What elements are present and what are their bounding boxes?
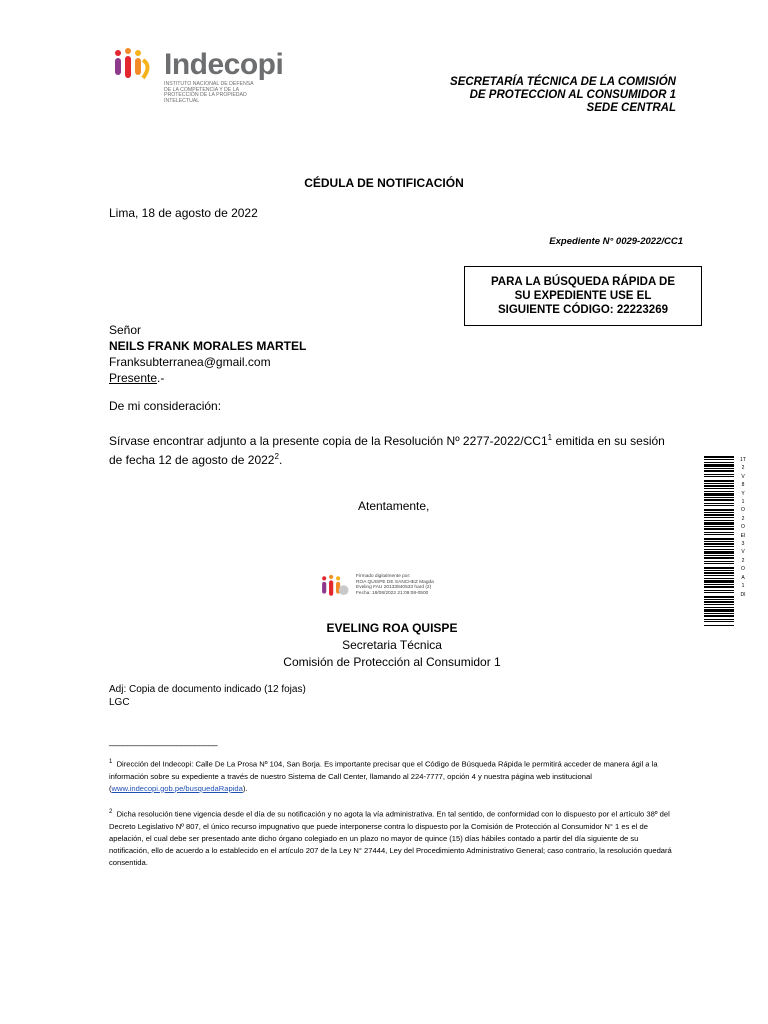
document-title: CÉDULA DE NOTIFICACIÓN [304,176,464,190]
signature-logo-icon [320,572,352,600]
barcode-bar [704,514,734,516]
office-header-line2: DE PROTECCION AL CONSUMIDOR 1 [469,89,676,101]
barcode-bar [704,476,734,477]
footnote-1-end: ). [242,783,248,793]
author-initials: LGC [109,697,130,708]
barcode-bar [704,584,734,585]
barcode-bar [704,541,734,542]
barcode-bar [704,586,734,588]
barcode-bar [704,601,734,603]
barcode-bar [704,555,734,556]
code-box-line1: PARA LA BÚSQUEDA RÁPIDA DE [490,276,675,288]
footnote-1-text: Dirección del Indecopi: Calle De La Prosa Nº 104, San Borja. Es importante precisar que el Código de Búsqueda Rápida le permitirá acceder de manera ágil a la información sobre su expediente a través de nuestro Sistema de Call Center, llamando al 224-7777, opción 4 y nuestra página web institucional ( [109,759,658,793]
barcode-bar [704,485,734,487]
recipient-email: Franksubterranea@gmail.com [109,355,271,369]
barcode-bar [704,526,734,527]
body-end: . [278,453,283,467]
recipient-present: Presente [109,371,158,385]
barcode-bar [704,488,734,489]
barcode-bar [704,483,734,484]
barcode-bar [704,563,734,564]
barcode-bar [704,592,734,593]
signature-line2: ROA QUISPE DE SANCHEZ Magda [356,579,434,585]
indecopi-logo [112,48,312,110]
barcode-bar [704,520,734,521]
barcode-bar [704,468,734,469]
barcode-bar [704,609,734,612]
barcode-bar [704,572,734,574]
barcode-bar [704,459,734,460]
barcode-bar [704,580,734,583]
body-part1: Sírvase encontrar adjunto a la presente copia de la Resolución Nº 2277-2022/CC1 [109,434,548,448]
greeting: De mi consideración: [109,399,222,413]
logo-wordmark: Indecopi [164,48,284,81]
barcode-bar [704,474,734,475]
barcode-bar [704,621,734,622]
barcode-bar [704,517,734,518]
barcode-bar [704,590,734,591]
barcode-bar [704,534,734,535]
barcode-bar [704,607,734,608]
barcode-bar [704,493,734,496]
barcode-bar [704,619,734,620]
barcode-bar [704,499,734,501]
footnote-2-text: Dicha resolución tiene vigencia desde el día de su notificación y no agota la vía administrativa. En tal sentido, de conformidad con lo dispuesto por el artículo 38º del Decreto Legislativo Nº 807, el único recurso impugnativo que puede interponerse contra lo dispuesto por la Comisión de Protección al Consumidor N° 1 es el de apelación, el cual debe ser presentado ante dicho órgano colegiado en un plazo no mayor de quince (15) días hábiles contado a partir del día siguiente de su notificación, ello de acuerdo a lo establecido en el artículo 207 de la Ley N° 27444, Ley del Procedimiento Administrativo General; caso contrario, la resolución quedará consentida. [109,809,672,867]
quick-search-link[interactable]: www.indecopi.gob.pe/busquedaRapida [111,783,243,793]
barcode-bar [704,578,734,579]
document-date: Lima, 18 de agosto de 2022 [109,206,258,220]
barcode-bar [704,551,734,554]
barcode-bar [704,543,734,545]
code-box-line3: SIGUIENTE CÓDIGO: 22223269 [497,304,668,316]
barcode [704,456,746,626]
recipient-salutation: Señor [109,323,142,337]
barcode-bar [704,538,734,540]
signer-role: Secretaria Técnica [342,638,442,652]
indecopi-logo-icon [112,48,158,80]
office-header-line1: SECRETARÍA TÉCNICA DE LA COMISIÓN [450,76,676,88]
digital-signature [320,572,460,602]
barcode-bar [704,480,734,482]
signer-name: EVELING ROA QUISPE [326,621,458,635]
attachment-note: Adj: Copia de documento indicado (12 fojas) [109,684,306,695]
code-box-line2: SU EXPEDIENTE USE EL [514,290,652,302]
recipient-present-suffix: .- [157,371,165,385]
office-header-line3: SEDE CENTRAL [586,102,676,114]
barcode-bar [704,561,734,562]
barcode-bar [704,456,734,458]
signature-text [356,574,466,596]
barcode-bar [704,575,734,576]
barcode-bar [704,462,734,463]
signer-commission: Comisión de Protección al Consumidor 1 [283,655,501,669]
barcode-bar [704,464,734,467]
barcode-bar [704,522,734,525]
barcode-bar [704,567,734,569]
barcode-bar [704,549,734,550]
recipient-block [109,322,306,386]
footnote-ref-1: 1 [547,433,553,442]
barcode-bar [704,613,734,614]
barcode-bar [704,491,734,492]
footnote-ref-2: 2 [274,452,279,461]
body-part2: emitida en su sesión de fecha 12 de agosto de 2022 [109,434,665,467]
barcode-bar [704,512,734,513]
signer-block [0,620,768,671]
signature-line4: Fecha: 18/08/2022 21:09:08-0500 [356,590,429,596]
barcode-bar [704,546,734,547]
barcode-bar [704,503,734,504]
footnote-separator: ________________________ [109,736,218,746]
office-header [450,76,676,115]
case-number: Expediente N° 0029-2022/CC1 [549,236,683,247]
signature-line1: Firmado digitalmente por: [356,574,411,579]
barcode-bar [704,470,734,472]
barcode-bar [704,557,734,559]
barcode-bar [704,570,734,571]
barcode-digits: 1T2V8Y1O2OEI3V2OA1DI [740,457,746,598]
barcode-bar [704,615,734,617]
recipient-name: NEILS FRANK MORALES MARTEL [109,339,307,353]
barcode-bar [704,497,734,498]
barcode-bar [704,505,734,506]
barcode-bar [704,532,734,533]
barcode-bar [704,625,734,626]
footnote-2 [109,806,677,869]
body-paragraph [109,430,669,468]
barcode-bar [704,604,734,605]
logo-subtitle: INSTITUTO NACIONAL DE DEFENSA DE LA COMPETENCIA Y DE LA PROTECCIÓN DE LA PROPIEDAD INTELECTUAL [164,81,254,104]
closing: Atentamente, [358,499,430,513]
barcode-bars [704,456,734,626]
barcode-bar [704,599,734,600]
barcode-bar [704,528,734,530]
footnote-1 [109,756,677,795]
footnote-1-number: 1 [109,759,113,765]
signature-line3: Eveling FAU 20133840533 hard (2) [356,585,432,591]
barcode-bar [704,509,734,511]
footnote-2-number: 2 [109,809,113,815]
quick-search-code-box [464,266,702,326]
barcode-bar [704,596,734,598]
attachments [109,683,306,709]
